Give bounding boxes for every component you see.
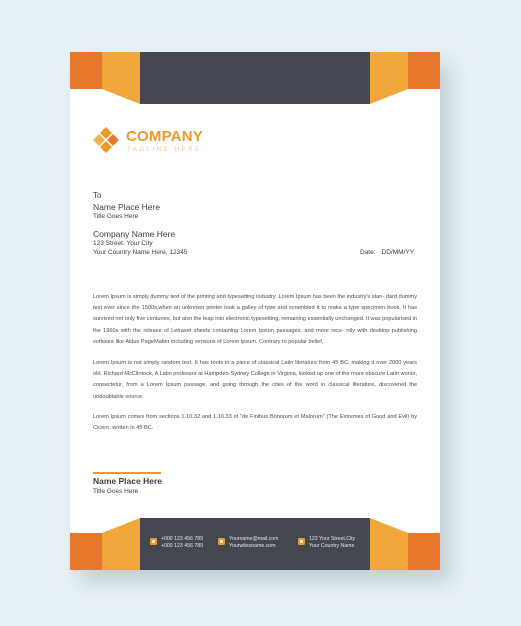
body-paragraph-2: Lorem Ipsum is not simply random text. It has roots in a piece of classical Latin literature from 45 BC, making it over 2000 years old. Richard McClintock, A Latin professor at Hampden-Sydney College in Virginia, looked up one of the more obscure Latin words, consectetur, from a Lorem Ipsum passage, and going through the cites of the word in classical literature, discovered the undoubtable source.: [93, 360, 417, 400]
phone-line-1: +000 123 456 789: [161, 536, 203, 542]
address-line-2: Your Country Name: [309, 543, 355, 549]
signature-name: Name Place Here: [93, 476, 162, 486]
company-tagline: TAGLINE HERE: [127, 147, 202, 153]
location-icon: [298, 538, 305, 545]
date-label: Date:: [360, 249, 376, 256]
email-line-2: Yourwitesname.com: [229, 543, 276, 549]
footer-phone: [150, 536, 203, 550]
recipient-title: Title Goes Here: [93, 213, 139, 220]
company-logo-icon: [92, 126, 120, 154]
phone-line-2: +000 123 456 789: [161, 543, 203, 549]
signature-line: [93, 472, 161, 474]
email-icon: [218, 538, 225, 545]
recipient-street: 123 Street, Your City: [93, 240, 153, 247]
body-paragraph-3: Lorem Ipsum comes from sections 1.10.32 and 1.10.33 of "de Finibus Bonorum et Malorum" (The Extremes of Good and Evil) by Cicero, written in 45 BC.: [93, 414, 417, 432]
date-line: [360, 249, 414, 256]
letterhead-page: [70, 52, 440, 570]
body-paragraph-1: Lorem Ipsum is simply dummy text of the printing and typesetting industry. Lorem Ipsum has been the industry's stan- dard dummy text ever since the 1500s,when an unknown printer took a galley of type and scrambled it to make a type specimen book. It has survived not only five centuries, but also the leap into electronic typesetting, remaining essentially unchanged. It was popularised in the 1960s with the release of Letraset sheets containing Lorem Ipsum passages, and more rece- ntly with desktop publishing software like Aldus PageMaker including versions of Lorem Ipsum. Contrary to popular belief,: [93, 294, 418, 345]
recipient-to: To: [93, 191, 102, 200]
footer-email: [218, 536, 278, 550]
recipient-company: Company Name Here: [93, 229, 176, 239]
email-line-1: Yourname@mail.com: [229, 536, 279, 542]
phone-icon: [150, 538, 157, 545]
footer-address: [298, 536, 355, 550]
date-value: DD/MM/YY: [381, 249, 415, 256]
header-bar: [140, 52, 370, 104]
recipient-country: Your Country Name Here, 12345: [93, 249, 188, 256]
recipient-name: Name Place Here: [93, 202, 161, 212]
address-line-1: 123 Your Street,City: [309, 536, 356, 542]
signature-title: Title Goes Here: [93, 488, 139, 495]
company-name: COMPANY: [126, 128, 203, 145]
